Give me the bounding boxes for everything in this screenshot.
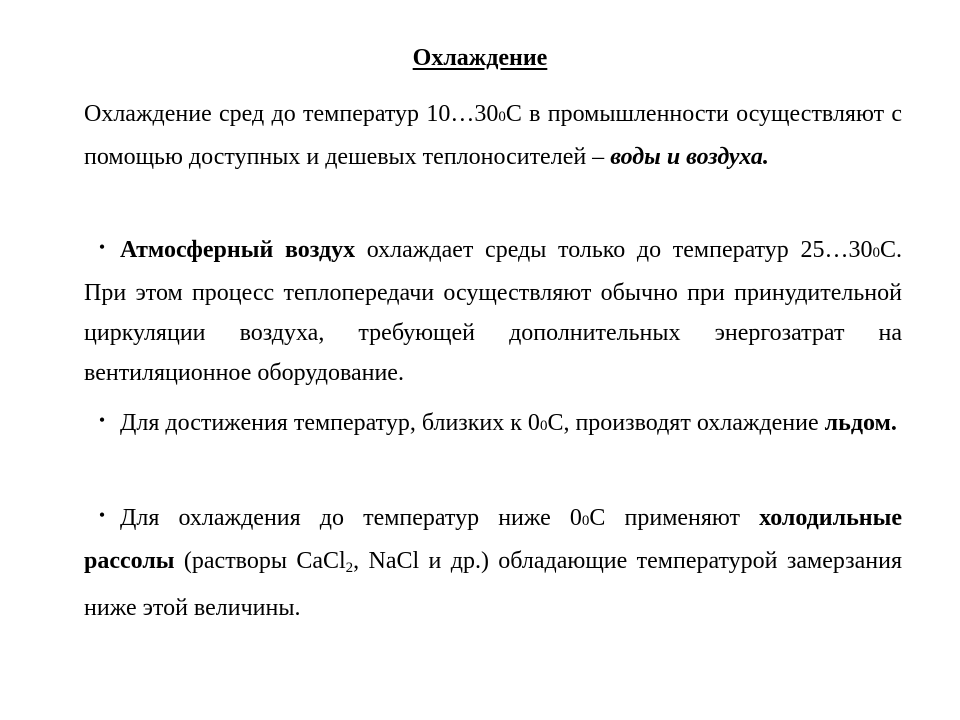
degree-mark: 0 <box>581 513 590 529</box>
bullet-text-1: Для достижения температур, близких к 0 <box>120 410 540 436</box>
degree-mark: 0 <box>872 245 880 261</box>
bullet-item-brines <box>84 498 902 628</box>
degree-mark: 0 <box>498 109 506 125</box>
bullet-icon: • <box>98 410 106 430</box>
bullet-bold-tail: льдом. <box>824 410 897 436</box>
intro-text-1: Охлаждение сред до температур 10…30 <box>84 101 499 127</box>
bullet-icon: • <box>98 237 106 257</box>
degree-mark: 0 <box>539 418 548 434</box>
bullet-text-3: (растворы CaCl <box>174 548 346 574</box>
intro-emphasis: воды и воздуха. <box>610 144 769 170</box>
bullet-text-4: , NaCl и др.) обладающие температурой замерзания ниже этой величины. <box>84 548 902 621</box>
bullet-item-air <box>84 230 902 393</box>
subscript-mark: 2 <box>345 560 354 576</box>
bullet-text-1: охлаждает среды только до температур 25…30 <box>355 237 873 263</box>
bullet-item-ice <box>84 403 902 446</box>
bullet-text-2: С. При этом процесс теплопередачи осуществляют обычно при принудительной циркуляции воздуха, требующей дополнительных энергозатрат на вентиляционное оборудование. <box>84 237 902 386</box>
bullet-bold-lead: Атмосферный воздух <box>120 237 356 263</box>
bullet-icon: • <box>98 505 106 525</box>
bullet-text-1: Для охлаждения до температур ниже 0 <box>120 505 582 531</box>
intro-paragraph <box>84 94 902 177</box>
intro-text-2: С в промышленности осуществляют с помощью доступных и дешевых теплоносителей – <box>84 101 902 170</box>
bullet-text-2: С применяют <box>589 505 760 531</box>
slide-title: Охлаждение <box>412 45 548 71</box>
bullet-text-2: С, производят охлаждение <box>547 410 825 436</box>
bullet-bold-mid: холодильные рассолы <box>84 505 902 574</box>
